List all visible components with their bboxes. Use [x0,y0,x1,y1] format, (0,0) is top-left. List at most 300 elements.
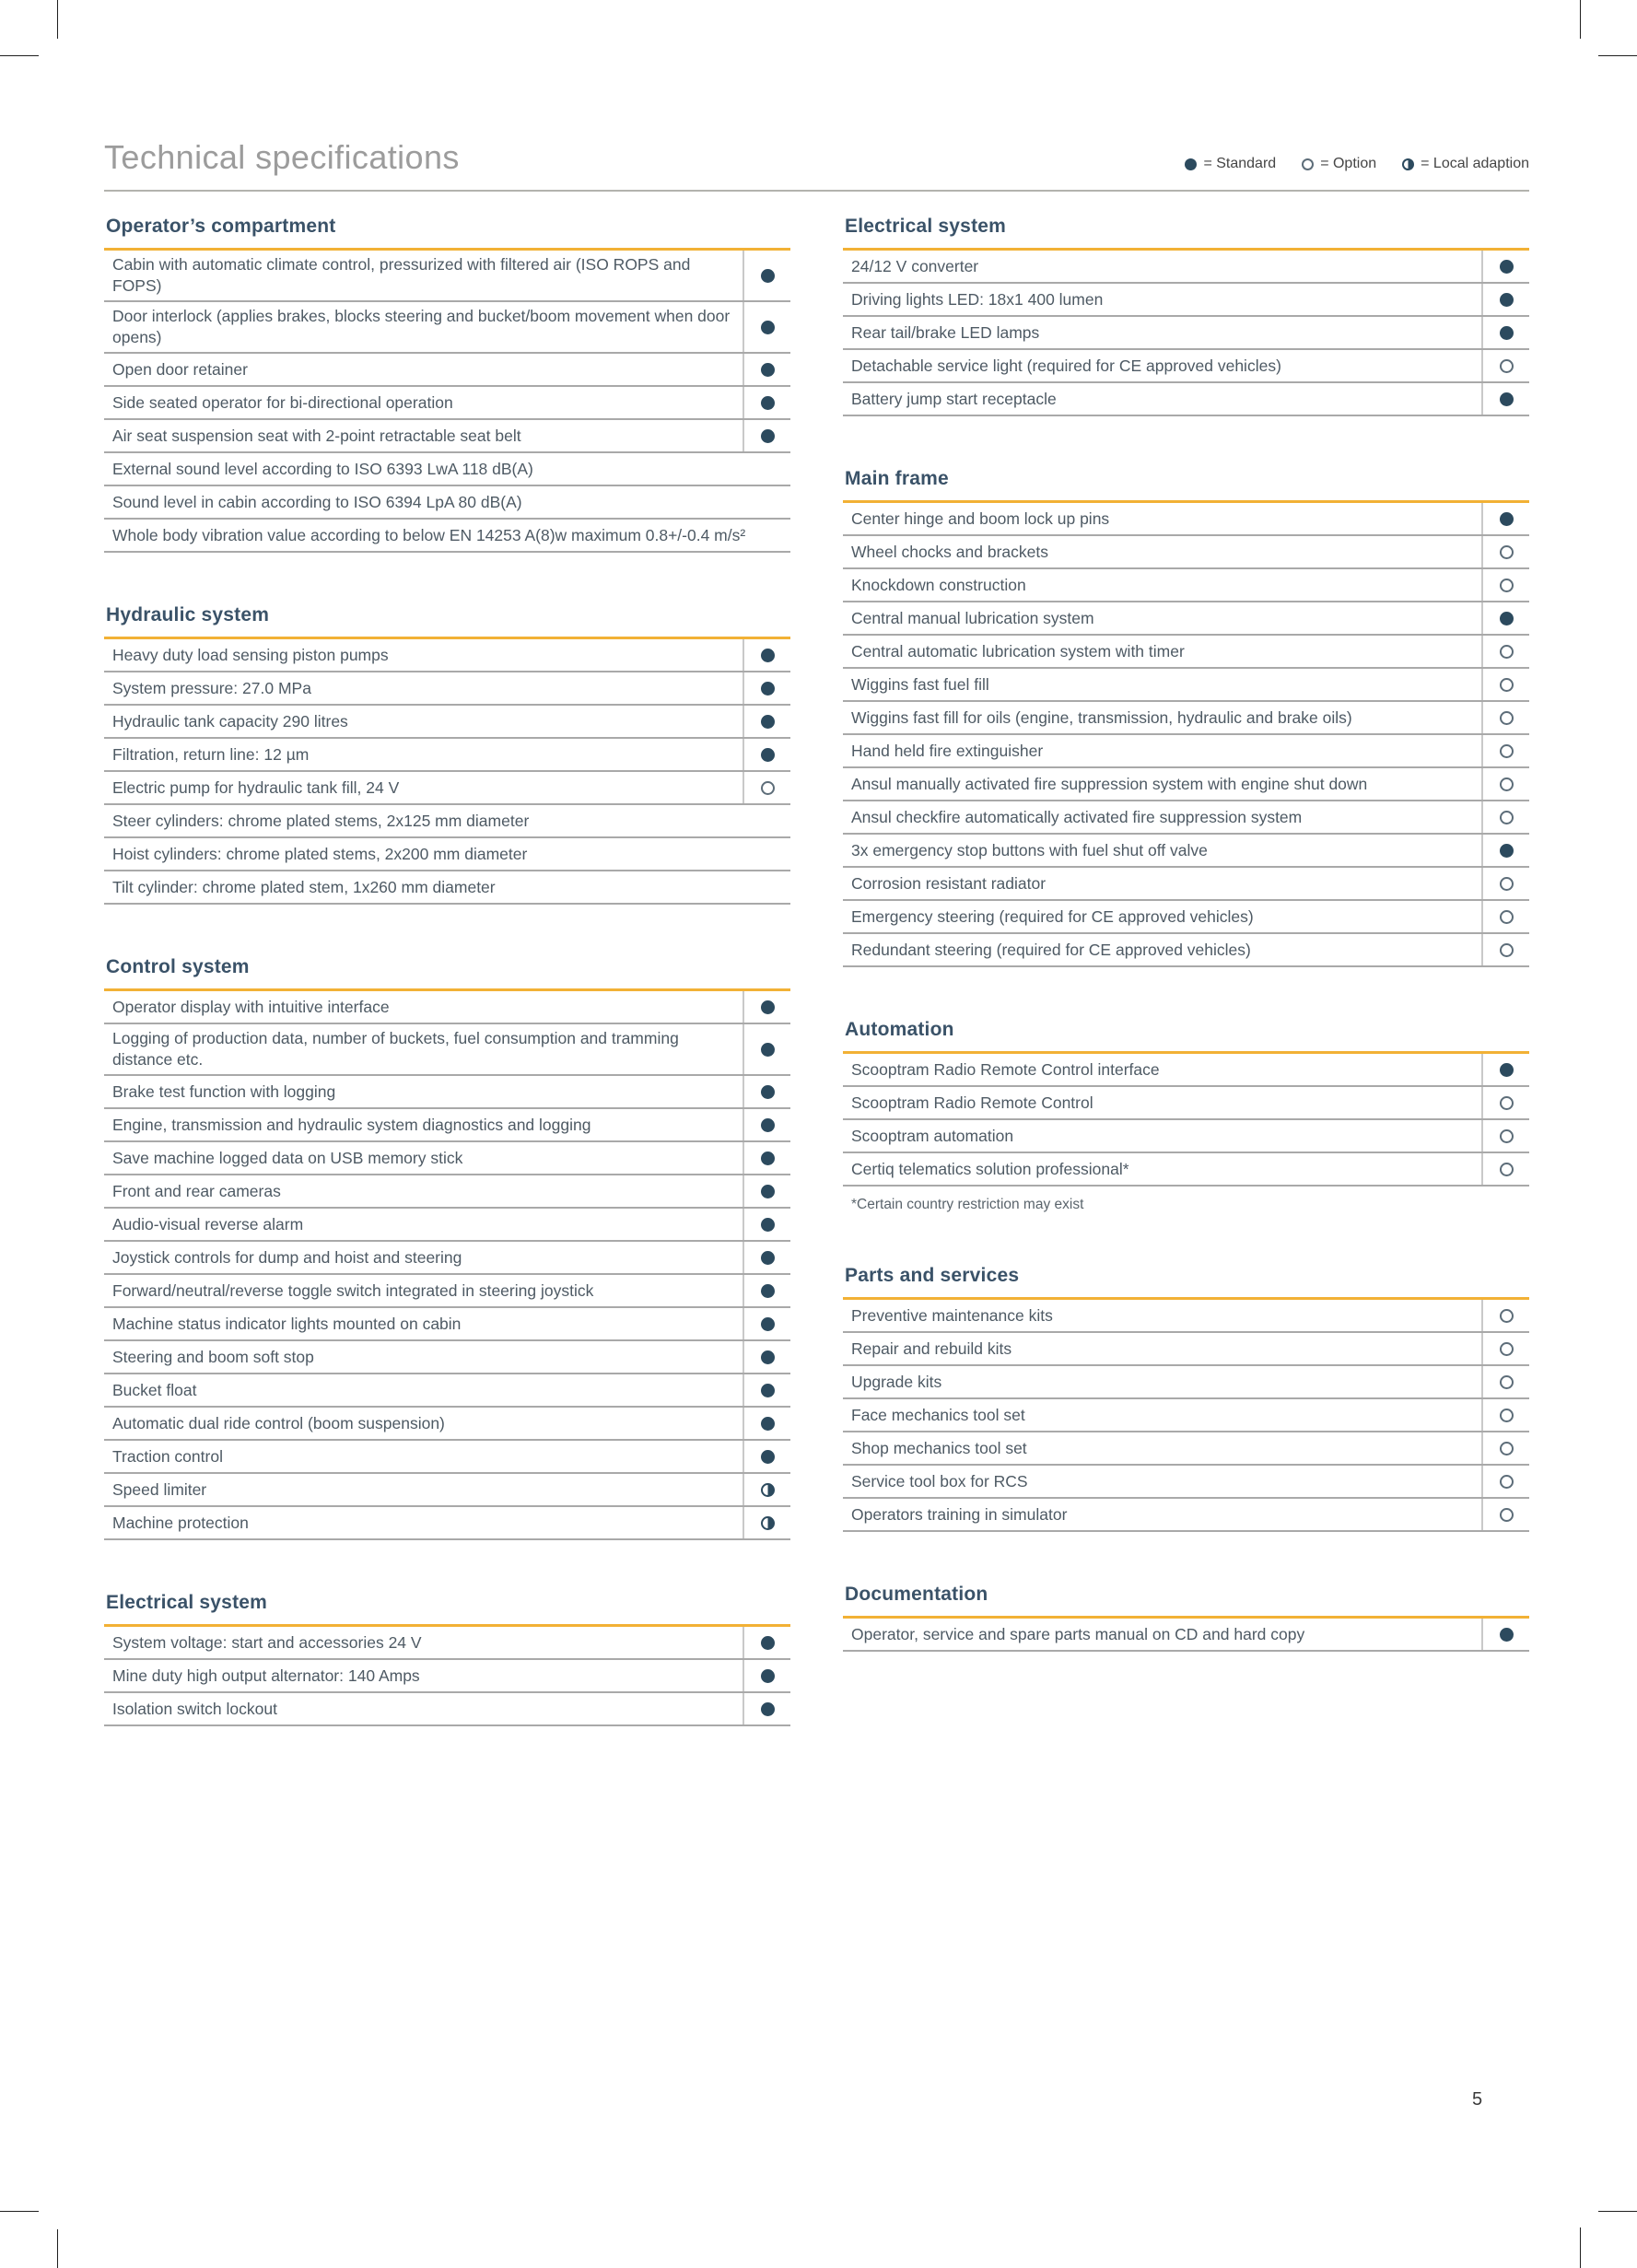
spec-row [843,536,1529,569]
standard-icon [761,1185,775,1198]
crop-mark-top-right-vertical [1580,0,1581,39]
spec-row [843,702,1529,735]
spec-label: Air seat suspension seat with 2-point retractable seat belt [112,426,521,445]
spec-indicator-cell [742,420,790,451]
spec-label: Hydraulic tank capacity 290 litres [112,711,348,731]
spec-indicator-cell [1481,669,1529,700]
spec-row [843,1466,1529,1499]
spec-label: Engine, transmission and hydraulic system diagnostics and logging [112,1115,591,1134]
spec-row [104,1441,790,1474]
spec-row [104,639,790,672]
standard-icon [1500,1628,1514,1642]
option-icon [1500,744,1514,758]
option-icon [1500,1096,1514,1110]
standard-icon [761,1417,775,1431]
spec-label: Ansul manually activated fire suppression system with engine shut down [851,774,1368,793]
spec-indicator-cell [742,1507,790,1538]
spec-indicator-cell [742,1024,790,1074]
spec-row [104,302,790,354]
standard-icon [761,269,775,283]
spec-label: Wiggins fast fuel fill [851,674,989,694]
spec-indicator-cell [742,672,790,704]
standard-icon [761,649,775,662]
standard-icon [761,748,775,762]
spec-indicator-cell [1481,735,1529,766]
section-hydraulic-system [104,604,790,905]
spec-label: Side seated operator for bi-directional operation [112,392,453,412]
spec-label: Hand held fire extinguisher [851,741,1044,760]
local-adaption-icon [1402,158,1414,170]
spec-row [843,835,1529,868]
option-icon [1500,1475,1514,1489]
standard-icon [761,1085,775,1099]
spec-table [104,1627,790,1726]
spec-indicator-cell [742,739,790,770]
spec-label: Machine protection [112,1513,249,1532]
standard-icon [761,1317,775,1331]
spec-label: Detachable service light (required for CE approved vehicles) [851,356,1281,375]
spec-label: Central automatic lubrication system with timer [851,641,1185,661]
spec-label: Battery jump start receptacle [851,389,1057,408]
spec-indicator-cell [742,1408,790,1439]
spec-label: Face mechanics tool set [851,1405,1025,1424]
spec-row [843,1300,1529,1333]
spec-row [104,991,790,1024]
standard-icon [761,1669,775,1683]
spec-row [843,251,1529,284]
spec-label: Whole body vibration value according to below EN 14253 A(8)w maximum 0.8+/-0.4 m/s² [112,525,746,544]
spec-table [843,1300,1529,1532]
spec-row [104,1308,790,1341]
spec-row [104,1374,790,1408]
spec-label: Electric pump for hydraulic tank fill, 24 V [112,777,400,797]
standard-icon [761,1000,775,1014]
option-icon [1500,1409,1514,1422]
spec-label: Heavy duty load sensing piston pumps [112,645,389,664]
spec-row [843,735,1529,768]
section-electrical-system [104,1592,790,1726]
spec-indicator-cell [1481,569,1529,601]
spec-indicator-cell [1481,1333,1529,1364]
spec-label: Speed limiter [112,1479,207,1499]
spec-label: Automatic dual ride control (boom suspension) [112,1413,445,1432]
spec-table [843,1619,1529,1652]
section-footnote: *Certain country restriction may exist [851,1197,1084,1212]
spec-row [843,1499,1529,1532]
spec-indicator-cell [742,1275,790,1306]
option-icon [1500,1163,1514,1176]
legend-label: = Standard [1203,156,1277,171]
spec-indicator-cell [1481,350,1529,381]
spec-label: Redundant steering (required for CE approved vehicles) [851,940,1251,959]
spec-table [104,991,790,1540]
spec-indicator-cell [1481,1153,1529,1185]
spec-indicator-cell [1481,1366,1529,1397]
spec-indicator-cell [1481,503,1529,534]
spec-label: Corrosion resistant radiator [851,873,1047,893]
spec-row [104,1341,790,1374]
spec-row [843,602,1529,636]
spec-label: Driving lights LED: 18x1 400 lumen [851,289,1104,309]
spec-indicator-cell [1481,284,1529,315]
spec-indicator-cell [1481,1087,1529,1118]
spec-label: Repair and rebuild kits [851,1339,1012,1358]
standard-icon [1500,392,1514,406]
spec-indicator-cell [1481,1499,1529,1530]
spec-label: Center hinge and boom lock up pins [851,509,1110,528]
spec-indicator-cell [742,706,790,737]
spec-label: Ansul checkfire automatically activated fire suppression system [851,807,1303,826]
spec-indicator-cell [1481,801,1529,833]
option-icon [1500,1375,1514,1389]
spec-row [843,569,1529,602]
spec-label: Upgrade kits [851,1372,942,1391]
spec-row [843,934,1529,967]
spec-row [104,838,790,871]
spec-label: Machine status indicator lights mounted on cabin [112,1314,462,1333]
option-icon [1500,811,1514,824]
standard-icon [761,1251,775,1265]
standard-icon [761,1284,775,1298]
spec-table [843,1054,1529,1187]
spec-row [843,383,1529,416]
standard-icon [1500,326,1514,340]
spec-row [843,868,1529,901]
option-icon [1302,158,1314,170]
spec-indicator-cell [742,387,790,418]
spec-row [843,1399,1529,1432]
spec-row [843,1087,1529,1120]
spec-table [843,503,1529,967]
standard-icon [761,321,775,334]
legend-item-standard [1185,156,1276,172]
section-documentation [843,1584,1529,1652]
spec-label: Logging of production data, number of buckets, fuel consumption and tramming distance etc. [112,1029,679,1069]
spec-label: Knockdown construction [851,575,1026,594]
standard-icon [761,429,775,443]
spec-label: Service tool box for RCS [851,1471,1028,1491]
spec-indicator-cell [1481,901,1529,932]
spec-row [843,1619,1529,1652]
section-title: Control system [106,956,250,977]
spec-table [104,251,790,553]
standard-icon [1500,612,1514,625]
spec-label: Certiq telematics solution professional* [851,1159,1129,1178]
crop-mark-top-right-horizontal [1598,55,1637,56]
spec-label: Emergency steering (required for CE approved vehicles) [851,906,1254,926]
spec-row [843,503,1529,536]
spec-row [104,1693,790,1726]
legend-item-option [1302,156,1376,172]
spec-row [843,901,1529,934]
spec-indicator-cell [742,1374,790,1406]
spec-label: Wheel chocks and brackets [851,542,1048,561]
spec-indicator-cell [1481,317,1529,348]
option-icon [1500,1129,1514,1143]
spec-row [104,1474,790,1507]
spec-row [104,871,790,905]
spec-label: Operator display with intuitive interface [112,997,390,1016]
spec-label: System voltage: start and accessories 24 V [112,1632,422,1652]
option-icon [1500,1442,1514,1455]
section-electrical-system [843,216,1529,416]
spec-indicator-cell [1481,602,1529,634]
right-column [843,216,1529,1778]
spec-row [843,768,1529,801]
option-icon [1500,711,1514,725]
option-icon [1500,645,1514,659]
spec-label: Operators training in simulator [851,1504,1068,1524]
spec-row [104,387,790,420]
standard-icon [761,1218,775,1232]
option-icon [1500,545,1514,559]
spec-label: Isolation switch lockout [112,1699,277,1718]
spec-row [104,1175,790,1209]
spec-label: Steering and boom soft stop [112,1347,314,1366]
spec-row [104,1242,790,1275]
spec-indicator-cell [742,1693,790,1724]
section-title: Parts and services [845,1265,1020,1286]
spec-indicator-cell [742,302,790,352]
spec-label: Tilt cylinder: chrome plated stem, 1x260 mm diameter [112,877,496,896]
option-icon [1500,359,1514,373]
spec-label: Cabin with automatic climate control, pressurized with filtered air (ISO ROPS and FOPS) [112,255,691,295]
spec-row [843,1432,1529,1466]
spec-indicator-cell [1481,536,1529,567]
crop-mark-top-left-vertical [57,0,58,39]
spec-row [104,1507,790,1540]
spec-row [843,350,1529,383]
option-icon [1500,943,1514,957]
spec-row [104,486,790,520]
spec-label: Save machine logged data on USB memory stick [112,1148,463,1167]
standard-icon [761,1450,775,1464]
spec-row [843,284,1529,317]
section-automation [843,1019,1529,1213]
spec-indicator-cell [742,1660,790,1691]
spec-row [104,1627,790,1660]
local-adaption-icon [761,1483,775,1497]
spec-indicator-cell [742,639,790,671]
spec-indicator-cell [742,1308,790,1339]
spec-indicator-cell [1481,1619,1529,1650]
spec-indicator-cell [1481,636,1529,667]
spec-label: Sound level in cabin according to ISO 6394 LpA 80 dB(A) [112,492,522,511]
spec-indicator-cell [1481,702,1529,733]
spec-indicator-cell [742,251,790,300]
standard-icon [761,1152,775,1165]
spec-label: Bucket float [112,1380,197,1399]
option-icon [1500,1508,1514,1522]
section-title: Hydraulic system [106,604,270,625]
spec-row [843,1153,1529,1187]
spec-row [104,1109,790,1142]
spec-row [843,669,1529,702]
standard-icon [761,1043,775,1057]
standard-icon [761,715,775,729]
section-main-frame [843,468,1529,967]
spec-row [104,1142,790,1175]
crop-mark-bottom-left-horizontal [0,2211,39,2212]
spec-indicator-cell [1481,768,1529,800]
standard-icon [761,396,775,410]
spec-label: Mine duty high output alternator: 140 Amps [112,1666,420,1685]
crop-mark-bottom-left-vertical [57,2229,58,2268]
spec-row [104,354,790,387]
option-icon [1500,877,1514,891]
spec-indicator-cell [742,1474,790,1505]
spec-label: Preventive maintenance kits [851,1305,1053,1325]
spec-row [843,317,1529,350]
section-control-system [104,956,790,1540]
spec-row [104,1024,790,1076]
spec-row [104,520,790,553]
section-title: Electrical system [845,216,1007,237]
spec-row [104,420,790,453]
spec-indicator-cell [742,1142,790,1174]
spec-indicator-cell [742,1109,790,1140]
standard-icon [1500,293,1514,307]
standard-icon [1500,512,1514,526]
spec-label: Scooptram Radio Remote Control interface [851,1059,1160,1079]
option-icon [1500,678,1514,692]
legend-item-local-adaption [1402,156,1529,172]
spec-indicator-cell [1481,383,1529,415]
spec-indicator-cell [1481,1120,1529,1152]
spec-indicator-cell [1481,1300,1529,1331]
spec-label: Central manual lubrication system [851,608,1094,627]
spec-label: Door interlock (applies brakes, blocks steering and bucket/boom movement when door opens) [112,307,731,346]
spec-row [104,1408,790,1441]
spec-indicator-cell [742,991,790,1023]
spec-label: Scooptram Radio Remote Control [851,1093,1093,1112]
spec-indicator-cell [742,1341,790,1373]
standard-icon [1500,1063,1514,1077]
spec-row [104,706,790,739]
spec-label: Forward/neutral/reverse toggle switch integrated in steering joystick [112,1280,594,1300]
standard-icon [761,1384,775,1397]
section-operator-s-compartment [104,216,790,553]
page-header [104,138,1529,177]
crop-mark-bottom-right-horizontal [1598,2211,1637,2212]
spec-indicator-cell [742,1242,790,1273]
spec-indicator-cell [1481,1466,1529,1497]
spec-label: Open door retainer [112,359,248,379]
section-parts-and-services [843,1265,1529,1532]
spec-label: Audio-visual reverse alarm [112,1214,304,1233]
spec-indicator-cell [742,1175,790,1207]
spec-label: Brake test function with logging [112,1081,336,1101]
spec-row [843,1366,1529,1399]
spec-label: Scooptram automation [851,1126,1014,1145]
option-icon [1500,777,1514,791]
spec-label: Filtration, return line: 12 µm [112,744,310,764]
spec-row [843,801,1529,835]
spec-label: 24/12 V converter [851,256,979,275]
spec-label: 3x emergency stop buttons with fuel shut off valve [851,840,1208,859]
standard-icon [761,363,775,377]
standard-icon [761,1636,775,1650]
page-title: Technical specifications [104,138,460,176]
spec-label: Steer cylinders: chrome plated stems, 2x125 mm diameter [112,811,530,830]
legend-label: = Local adaption [1421,156,1529,171]
spec-row [843,1333,1529,1366]
spec-columns [104,216,1529,1778]
section-title: Documentation [845,1584,988,1605]
left-column [104,216,790,1778]
option-icon [1500,1342,1514,1356]
spec-indicator-cell [1481,934,1529,965]
crop-mark-bottom-right-vertical [1580,2227,1581,2268]
spec-row [104,1209,790,1242]
spec-table [104,639,790,905]
standard-icon [1185,158,1197,170]
option-icon [1500,1309,1514,1323]
spec-row [843,636,1529,669]
spec-row [104,1076,790,1109]
section-title: Operator’s compartment [106,216,336,237]
standard-icon [761,682,775,696]
local-adaption-icon [761,1516,775,1530]
legend-label: = Option [1320,156,1377,171]
option-icon [1500,910,1514,924]
spec-indicator-cell [742,1209,790,1240]
spec-label: Rear tail/brake LED lamps [851,322,1040,342]
section-title: Electrical system [106,1592,268,1613]
spec-label: Hoist cylinders: chrome plated stems, 2x200 mm diameter [112,844,528,863]
spec-indicator-cell [742,354,790,385]
spec-row [104,805,790,838]
spec-row [104,739,790,772]
spec-indicator-cell [1481,251,1529,282]
spec-label: Front and rear cameras [112,1181,281,1200]
standard-icon [761,1118,775,1132]
spec-indicator-cell [742,772,790,803]
spec-indicator-cell [1481,868,1529,899]
standard-icon [761,1350,775,1364]
page-content [104,0,1529,1778]
option-icon [1500,579,1514,592]
title-rule [104,190,1529,192]
standard-icon [1500,844,1514,858]
spec-indicator-cell [1481,1432,1529,1464]
spec-row [104,251,790,302]
spec-indicator-cell [742,1441,790,1472]
legend [1185,156,1529,177]
standard-icon [761,1702,775,1716]
page-number: 5 [1472,2089,1483,2110]
spec-label: System pressure: 27.0 MPa [112,678,311,697]
section-title: Automation [845,1019,954,1040]
spec-label: Wiggins fast fill for oils (engine, transmission, hydraulic and brake oils) [851,707,1352,727]
section-title: Main frame [845,468,949,489]
spec-row [843,1054,1529,1087]
spec-row [104,1660,790,1693]
spec-row [104,772,790,805]
spec-label: Joystick controls for dump and hoist and steering [112,1247,462,1267]
spec-indicator-cell [742,1076,790,1107]
spec-label: Shop mechanics tool set [851,1438,1027,1457]
spec-indicator-cell [1481,1399,1529,1431]
spec-indicator-cell [742,1627,790,1658]
spec-label: Traction control [112,1446,223,1466]
spec-indicator-cell [1481,1054,1529,1085]
spec-label: Operator, service and spare parts manual on CD and hard copy [851,1624,1305,1643]
option-icon [761,781,775,795]
spec-row [104,453,790,486]
spec-row [843,1120,1529,1153]
spec-label: External sound level according to ISO 6393 LwA 118 dB(A) [112,459,533,478]
